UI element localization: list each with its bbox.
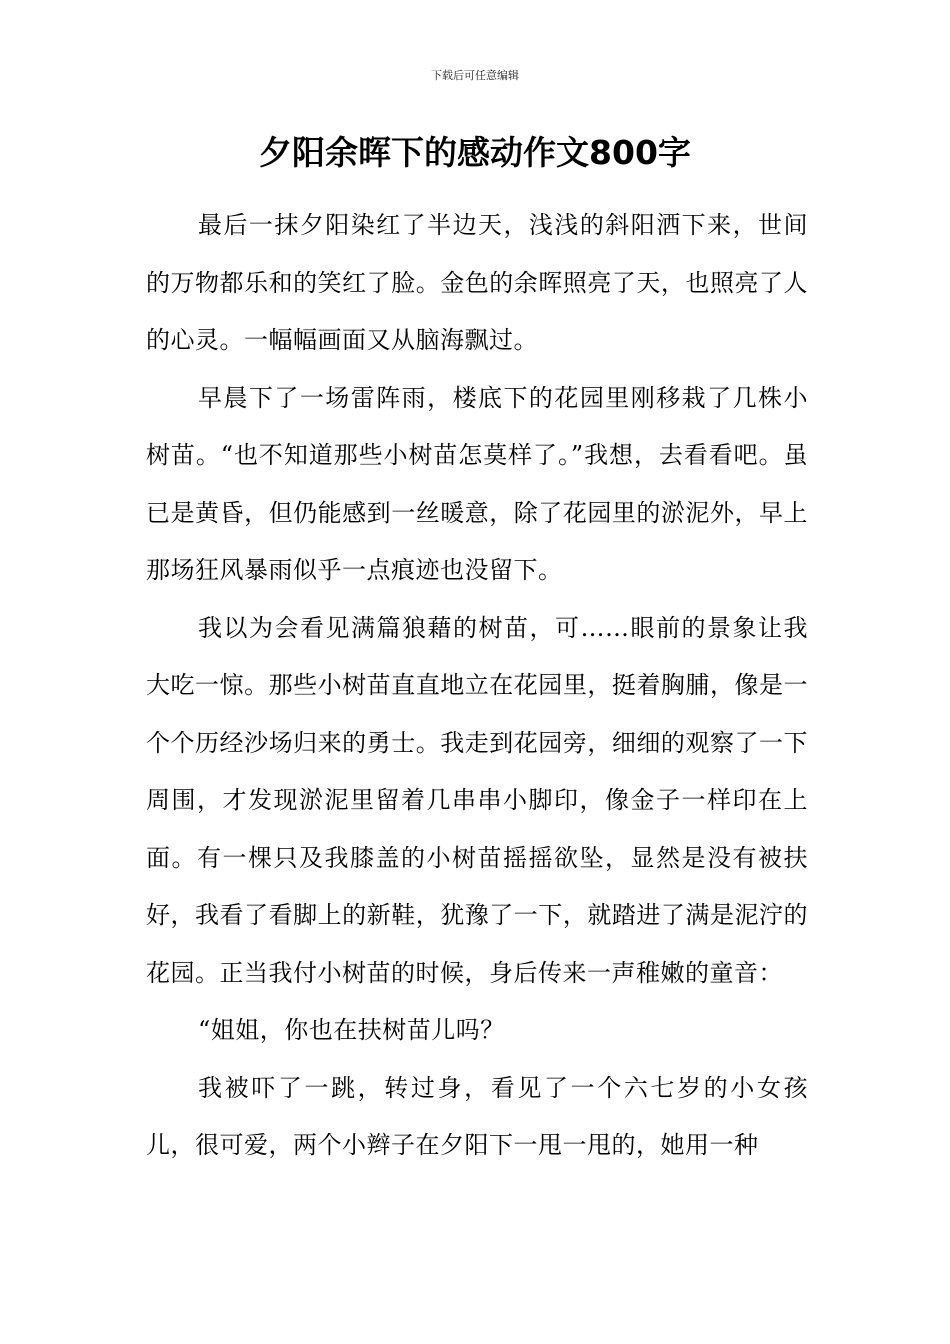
header-note: 下载后可任意编辑 [431,69,519,82]
essay-body [146,197,808,1175]
page-title: 夕阳余晖下的感动作文800字 [259,133,691,172]
paragraph: 最后一抹夕阳染红了半边天，浅浅的斜阳洒下来，世间的万物都乐和的笑红了脸。金色的余晖照亮了天，也照亮了人的心灵。一幅幅画面又从脑海飘过。 [146,211,808,354]
paragraph: 我以为会看见满篇狼藉的树苗，可……眼前的景象让我大吃一惊。那些小树苗直直地立在花园里，挺着胸脯，像是一个个历经沙场归来的勇士。我走到花园旁，细细的观察了一下周围，才发现淤泥里留着几串串小脚印，像金子一样印在上面。有一棵只及我膝盖的小树苗摇摇欲坠，显然是没有被扶好，我看了看脚上的新鞋，犹豫了一下，就踏进了满是泥泞的花园。正当我付小树苗的时候，身后传来一声稚嫩的童音： [146,613,808,987]
paragraph: “姐姐，你也在扶树苗儿吗？ [198,1016,505,1044]
paragraph: 早晨下了一场雷阵雨，楼底下的花园里刚移栽了几株小树苗。“也不知道那些小树苗怎莫样了。”我想，去看看吧。虽已是黄昏，但仍能感到一丝暖意，除了花园里的淤泥外，早上那场狂风暴雨似乎一点痕迹也没留下。 [146,383,808,584]
paragraph: 我被吓了一跳，转过身，看见了一个六七岁的小女孩儿，很可爱，两个小辫子在夕阳下一甩一甩的，她用一种 [146,1073,808,1159]
